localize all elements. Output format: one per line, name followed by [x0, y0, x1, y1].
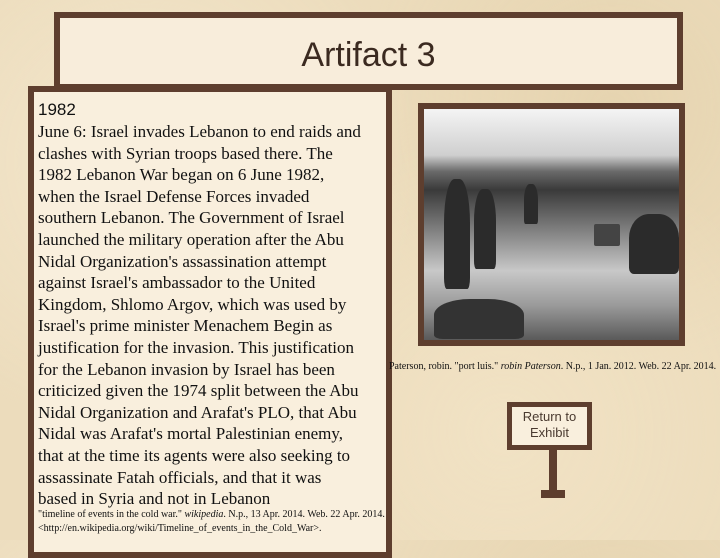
body-line: Nidal Organization's assassination attempt — [38, 251, 327, 271]
sign-base — [541, 490, 565, 498]
body-line: for the Lebanon invasion by Israel has been — [38, 359, 335, 379]
body-line: that at the time its agents were also seeking to — [38, 445, 351, 465]
body-line: Nidal Organization and Arafat's PLO, that Abu — [38, 402, 357, 422]
body-line: Kingdom, Shlomo Argov, which was used by — [38, 294, 347, 314]
citation-text: "timeline of events in the cold war." — [38, 509, 185, 520]
body-line: criticized given the 1974 split between the Abu — [38, 381, 359, 401]
citation-text: . N.p., 1 Jan. 2012. Web. 22 Apr. 2014. — [560, 361, 717, 372]
return-to-exhibit-button[interactable] — [507, 402, 592, 450]
body-line: southern Lebanon. The Government of Israel — [38, 208, 345, 228]
page-title: Artifact 3 — [301, 36, 436, 74]
body-line: launched the military operation after the Abu — [38, 229, 344, 249]
body-line: assassinate Fatah officials, and that it was — [38, 467, 322, 487]
year-heading: 1982 — [38, 100, 76, 119]
citation-text: Paterson, robin. "port luis." — [389, 361, 501, 372]
body-line: June 6: Israel invades Lebanon to end raids and — [38, 122, 361, 141]
text-panel — [28, 86, 392, 558]
citation-source: wikipedia — [184, 509, 224, 520]
body-line: Nidal was Arafat's mortal Palestinian enemy, — [38, 424, 344, 444]
body-line: justification for the invasion. This justification — [38, 337, 355, 357]
citation-source: robin Paterson — [500, 361, 561, 372]
body-line: when the Israel Defense Forces invaded — [38, 186, 310, 206]
button-label: Exhibit — [529, 425, 570, 440]
war-photo — [424, 109, 679, 340]
citation-text: . N.p., 13 Apr. 2014. Web. 22 Apr. 2014. <http://en.wikipedia.org/wiki/Timeline_of_events_in_the_Cold_War>. — [38, 509, 385, 534]
photo-citation — [389, 361, 716, 372]
sign-post — [549, 448, 557, 490]
event-description — [38, 121, 361, 510]
photo-frame — [418, 103, 685, 346]
body-line: clashes with Syrian troops based there. The — [38, 143, 333, 163]
title-frame — [54, 12, 683, 90]
body-line: based in Syria and not in Lebanon — [38, 489, 271, 509]
body-line: 1982 Lebanon War began on 6 June 1982, — [38, 165, 325, 185]
body-line: against Israel's ambassador to the United — [38, 273, 316, 293]
body-line: Israel's prime minister Menachem Begin as — [38, 316, 333, 336]
button-label: Return to — [522, 409, 577, 424]
text-citation — [38, 508, 388, 536]
